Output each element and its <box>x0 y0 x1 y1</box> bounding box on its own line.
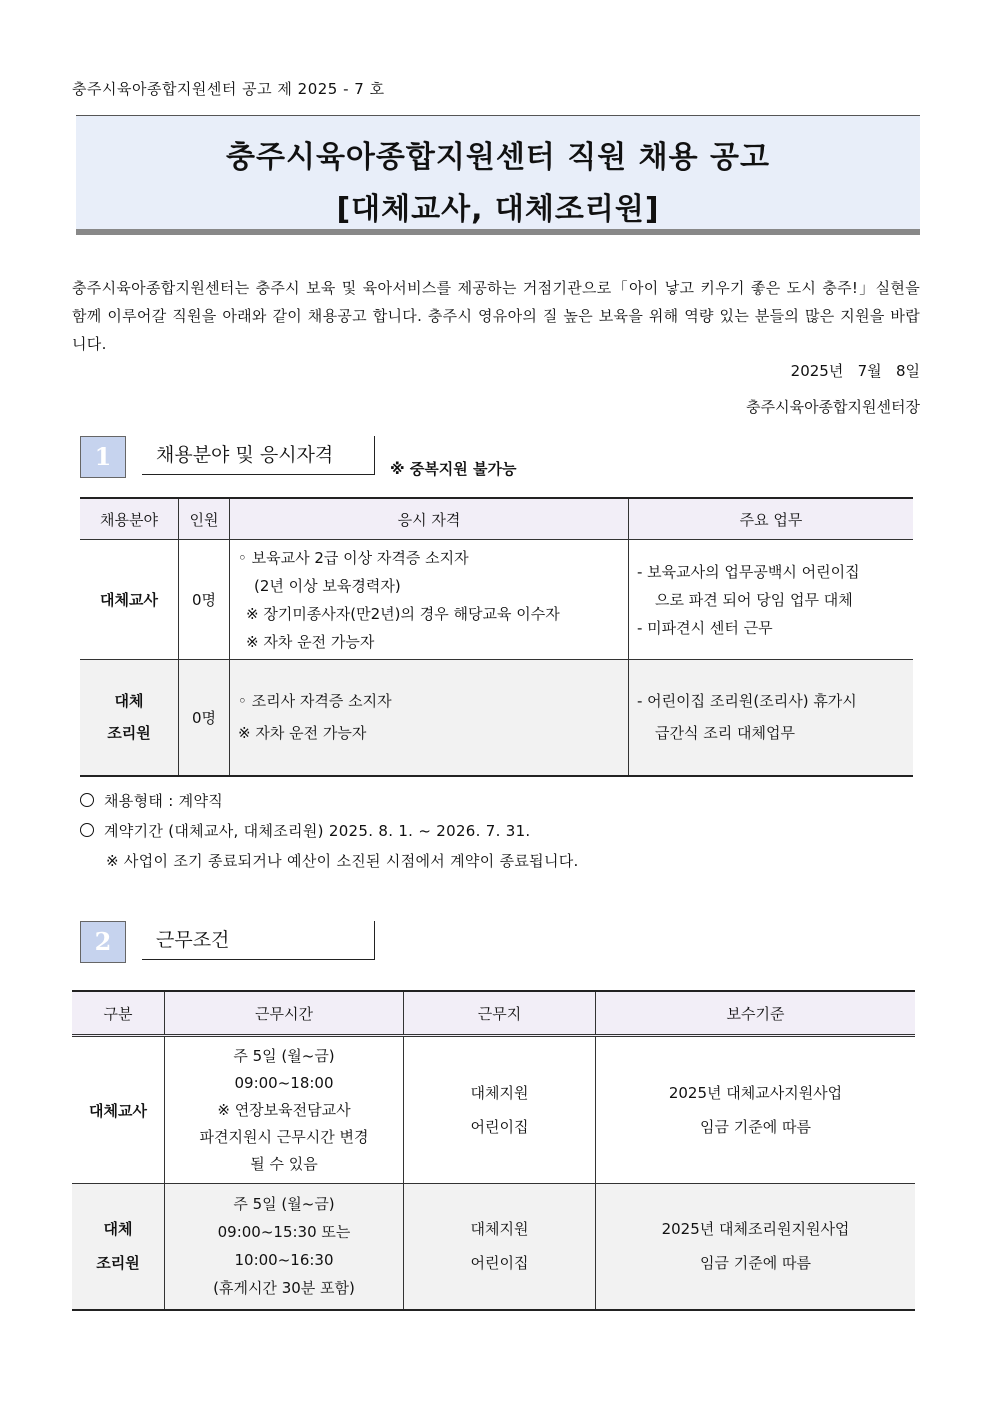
row-count: 0명 <box>179 660 230 776</box>
bullet-text: 계약기간 (대체교사, 대체조리원) 2025. 8. 1. ~ 2026. 7. 31. <box>104 822 531 840</box>
duty-line: - 미파견시 센터 근무 <box>637 618 773 637</box>
qual-line: ◦ 조리사 자격증 소지자 <box>238 692 392 711</box>
type-line: 대체 <box>103 1220 133 1239</box>
bullet-contract-period <box>80 820 531 841</box>
pay-line: 임금 기준에 따름 <box>700 1118 811 1136</box>
row-duties <box>629 540 914 660</box>
circle-bullet-icon <box>80 823 94 837</box>
field-line: 조리원 <box>107 724 151 743</box>
contract-footnote: ※ 사업이 조기 종료되거나 예산이 소진된 시점에서 계약이 종료됩니다. <box>106 852 579 870</box>
section-title-2: 근무조건 <box>142 921 375 960</box>
table-row <box>72 1184 915 1310</box>
qual-line: ※ 자차 운전 가능자 <box>246 632 375 651</box>
table-header-row <box>72 991 915 1036</box>
hours-line: 10:00~16:30 <box>234 1251 334 1270</box>
recruitment-table <box>80 497 913 777</box>
hours-line: 될 수 있음 <box>250 1154 318 1173</box>
header-pay: 보수기준 <box>596 991 916 1036</box>
row-type: 대체교사 <box>72 1036 165 1184</box>
row-count: 0명 <box>179 540 230 660</box>
hours-line: 파견지원시 근무시간 변경 <box>199 1127 369 1146</box>
notice-number: 충주시육아종합지원센터 공고 제 2025 - 7 호 <box>72 80 385 98</box>
header-count: 인원 <box>179 498 230 540</box>
hours-line: 주 5일 (월~금) <box>233 1195 335 1214</box>
header-field: 채용분야 <box>80 498 179 540</box>
bullet-text: 채용형태 : 계약직 <box>104 792 224 810</box>
header-hours: 근무시간 <box>165 991 404 1036</box>
qual-line: ※ 자차 운전 가능자 <box>238 724 367 743</box>
section-number-2: 2 <box>80 921 126 963</box>
hours-line: (휴게시간 30분 포함) <box>213 1279 355 1298</box>
bullet-employment-type <box>80 790 223 811</box>
intro-paragraph: 충주시육아종합지원센터는 충주시 보육 및 육아서비스를 제공하는 거점기관으로「아이 낳고 키우기 좋은 도시 충주!」실현을 함께 이루어갈 직원을 아래와 같이 채용공고 합니다. 충주시 영유아의 질 높은 보육을 위해 역량 있는 분들의 많은 지원을 바랍니다. <box>72 279 920 353</box>
header-duties: 주요 업무 <box>629 498 914 540</box>
section-note-1: ※ 중복지원 불가능 <box>390 460 517 478</box>
hours-line: 주 5일 (월~금) <box>233 1046 335 1065</box>
header-qualification: 응시 자격 <box>230 498 629 540</box>
hours-line: 09:00~15:30 또는 <box>217 1223 351 1242</box>
row-qualification <box>230 540 629 660</box>
pay-line: 2025년 대체조리원지원사업 <box>661 1220 850 1239</box>
table-row <box>80 660 913 776</box>
hours-line: ※ 연장보육전담교사 <box>217 1100 351 1119</box>
row-field <box>80 660 179 776</box>
row-qualification <box>230 660 629 776</box>
row-place <box>404 1036 596 1184</box>
notice-date: 2025년 7월 8일 <box>790 362 920 380</box>
table-row <box>72 1036 915 1184</box>
page-title: 충주시육아종합지원센터 직원 채용 공고 <box>226 140 770 175</box>
header-type: 구분 <box>72 991 165 1036</box>
row-hours <box>165 1184 404 1310</box>
pay-line: 2025년 대체교사지원사업 <box>668 1084 843 1102</box>
duty-line: - 어린이집 조리원(조리사) 휴가시 <box>637 692 857 711</box>
work-conditions-table <box>72 990 915 1311</box>
duty-line: - 보육교사의 업무공백시 어린이집 <box>637 562 860 581</box>
hours-line: 09:00~18:00 <box>234 1073 334 1092</box>
place-line: 대체지원 <box>470 1084 529 1102</box>
place-line: 대체지원 <box>470 1220 529 1239</box>
section-title-1: 채용분야 및 응시자격 <box>142 436 375 475</box>
table-header-row <box>80 498 913 540</box>
place-line: 어린이집 <box>470 1118 529 1136</box>
page-subtitle: [대체교사, 대체조리원] <box>336 192 660 227</box>
qual-line: ※ 장기미종사자(만2년)의 경우 해당교육 이수자 <box>246 604 560 623</box>
pay-line: 임금 기준에 따름 <box>700 1254 811 1273</box>
qual-line: (2년 이상 보육경력자) <box>254 576 401 595</box>
place-line: 어린이집 <box>470 1254 529 1273</box>
row-hours <box>165 1036 404 1184</box>
qual-line: ◦ 보육교사 2급 이상 자격증 소지자 <box>238 548 469 567</box>
field-line: 대체 <box>114 692 144 711</box>
row-field: 대체교사 <box>80 540 179 660</box>
type-line: 조리원 <box>96 1254 140 1273</box>
row-duties <box>629 660 914 776</box>
table-row <box>80 540 913 660</box>
row-pay <box>596 1036 916 1184</box>
row-pay <box>596 1184 916 1310</box>
section-number-1: 1 <box>80 436 126 478</box>
circle-bullet-icon <box>80 793 94 807</box>
duty-line: 급간식 조리 대체업무 <box>655 724 795 743</box>
signer: 충주시육아종합지원센터장 <box>746 398 920 416</box>
title-banner <box>76 115 920 235</box>
row-type <box>72 1184 165 1310</box>
duty-line: 으로 파견 되어 당임 업무 대체 <box>655 590 853 609</box>
header-place: 근무지 <box>404 991 596 1036</box>
row-place <box>404 1184 596 1310</box>
